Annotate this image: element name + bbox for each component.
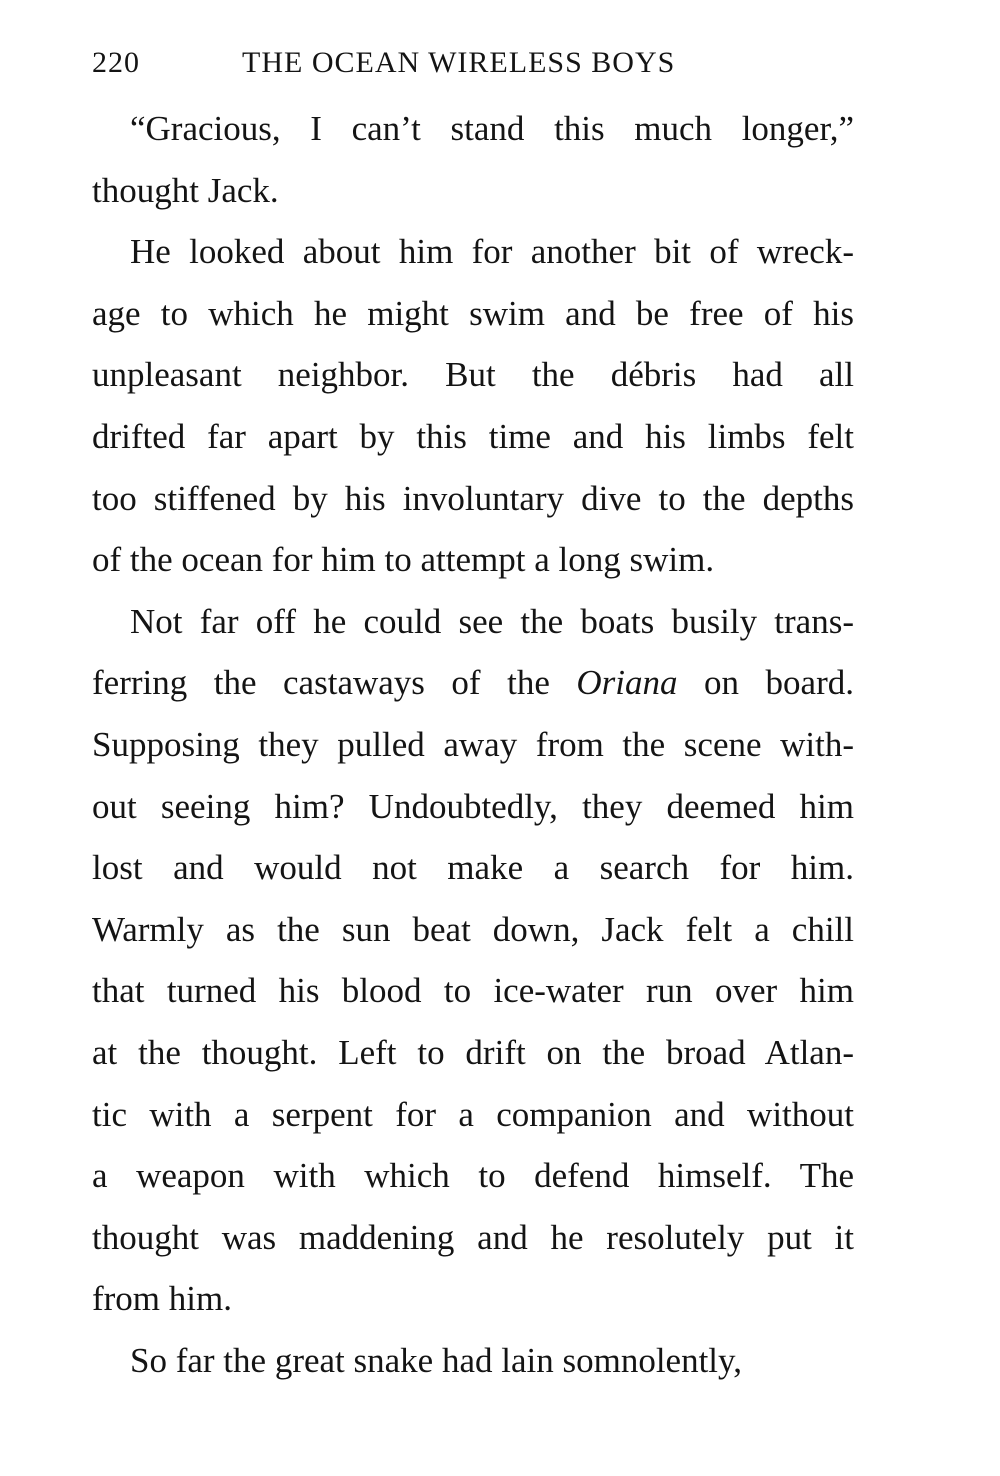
running-head: THE OCEAN WIRELESS BOYS: [242, 46, 676, 79]
ship-name-italic: Oriana: [576, 663, 678, 703]
paragraph-line: from him.: [92, 1279, 232, 1319]
line-segment: ferring the castaways of the: [92, 663, 577, 703]
paragraph-line: that turned his blood to ice-water run over him: [92, 971, 854, 1011]
paragraph-line: a weapon with which to defend himself. The: [92, 1156, 854, 1196]
paragraph-line: [92, 652, 854, 714]
page-number: 220: [92, 46, 140, 79]
paragraph-line: too stiffened by his involuntary dive to the depths: [92, 478, 854, 518]
paragraph-line: of the ocean for him to attempt a long swim.: [92, 540, 715, 580]
body-text: [92, 98, 854, 1391]
paragraph-line: Supposing they pulled away from the scene with-: [92, 724, 854, 764]
paragraph-line: thought was maddening and he resolutely put it: [92, 1217, 854, 1257]
paragraph-line: thought Jack.: [92, 170, 279, 210]
paragraph-line: tic with a serpent for a companion and without: [92, 1094, 854, 1134]
paragraph-line: Not far off he could see the boats busily trans-: [130, 601, 854, 641]
paragraph-line: drifted far apart by this time and his limbs felt: [92, 416, 854, 456]
paragraph-line: lost and would not make a search for him.: [92, 848, 854, 888]
paragraph-line: Warmly as the sun beat down, Jack felt a chill: [92, 909, 854, 949]
paragraph-line: He looked about him for another bit of wreck-: [130, 232, 854, 272]
line-segment: on board.: [677, 663, 854, 703]
paragraph-line: age to which he might swim and be free of his: [92, 293, 854, 333]
paragraph-line: at the thought. Left to drift on the broad Atlan-: [92, 1032, 854, 1072]
paragraph-line: So far the great snake had lain somnolently,: [130, 1340, 743, 1380]
page-header: [92, 46, 852, 86]
paragraph-line: unpleasant neighbor. But the débris had all: [92, 355, 854, 395]
paragraph-line: out seeing him? Undoubtedly, they deemed him: [92, 786, 854, 826]
paragraph-line: “Gracious, I can’t stand this much longer,”: [130, 109, 854, 148]
